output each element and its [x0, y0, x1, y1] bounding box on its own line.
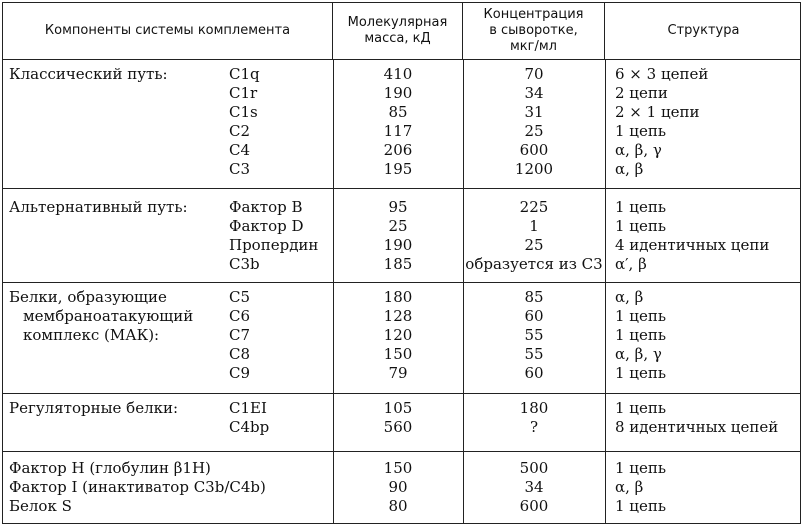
- molecular-mass: 560: [383, 418, 413, 436]
- header-components-text: Компоненты системы комплемента: [44, 23, 291, 38]
- component-name: C1q: [229, 65, 260, 83]
- structure: 2 цепи: [615, 84, 668, 102]
- structure: 1 цепь: [615, 307, 666, 325]
- serum-concentration: 31: [524, 103, 544, 121]
- structure: α, β: [615, 288, 644, 306]
- header-concentration: [463, 3, 605, 59]
- component-name: Белок S: [9, 497, 72, 515]
- structure: α, β: [615, 478, 644, 496]
- serum-concentration: 180: [519, 399, 549, 417]
- component-name: Пропердин: [229, 236, 319, 254]
- molecular-mass: 180: [383, 288, 413, 306]
- serum-concentration: 34: [524, 478, 544, 496]
- molecular-mass: 190: [383, 236, 413, 254]
- serum-concentration: 600: [519, 141, 549, 159]
- serum-concentration: 85: [524, 288, 544, 306]
- serum-concentration: 1: [529, 217, 539, 235]
- molecular-mass: 150: [383, 345, 413, 363]
- header-mass-line: масса, кД: [364, 31, 431, 46]
- header-conc-line: в сыворотке,: [489, 23, 578, 38]
- molecular-mass: 150: [383, 459, 413, 477]
- group-label: комплекс (МАК):: [23, 326, 160, 344]
- structure: 4 идентичных цепи: [615, 236, 770, 254]
- structure: α, β, γ: [615, 345, 662, 363]
- column-divider: [605, 59, 606, 523]
- component-name: C1r: [229, 84, 258, 102]
- component-name: Фактор D: [229, 217, 304, 235]
- component-name: C2: [229, 122, 251, 140]
- molecular-mass: 80: [388, 497, 408, 515]
- header-divider: [3, 59, 800, 60]
- complement-table: [2, 2, 801, 524]
- group-label: Альтернативный путь:: [9, 198, 188, 216]
- serum-concentration: 25: [524, 236, 544, 254]
- header-mass: [333, 3, 463, 59]
- molecular-mass: 190: [383, 84, 413, 102]
- header-mass-line: Молекулярная: [347, 15, 448, 30]
- molecular-mass: 120: [383, 326, 413, 344]
- molecular-mass: 128: [383, 307, 413, 325]
- molecular-mass: 410: [383, 65, 413, 83]
- serum-concentration: 225: [519, 198, 549, 216]
- serum-concentration: ?: [529, 418, 539, 436]
- header-components: [3, 3, 333, 59]
- structure: 6 × 3 цепей: [615, 65, 709, 83]
- structure: 1 цепь: [615, 399, 666, 417]
- group-label: Белки, образующие: [9, 288, 167, 306]
- component-name: C1EI: [229, 399, 267, 417]
- structure: α, β, γ: [615, 141, 662, 159]
- molecular-mass: 25: [388, 217, 408, 235]
- molecular-mass: 185: [383, 255, 413, 273]
- molecular-mass: 206: [383, 141, 413, 159]
- serum-concentration: 25: [524, 122, 544, 140]
- serum-concentration: 55: [524, 326, 544, 344]
- group-divider: [3, 393, 800, 394]
- molecular-mass: 79: [388, 364, 408, 382]
- serum-concentration: 70: [524, 65, 544, 83]
- group-label: мембраноатакующий: [23, 307, 194, 325]
- component-name: Фактор H (глобулин β1H): [9, 459, 211, 477]
- component-name: C9: [229, 364, 251, 382]
- structure: 8 идентичных цепей: [615, 418, 779, 436]
- group-label: Классический путь:: [9, 65, 168, 83]
- component-name: C5: [229, 288, 251, 306]
- component-name: C8: [229, 345, 251, 363]
- serum-concentration: 34: [524, 84, 544, 102]
- structure: 1 цепь: [615, 326, 666, 344]
- structure: 1 цепь: [615, 459, 666, 477]
- structure: 1 цепь: [615, 198, 666, 216]
- molecular-mass: 90: [388, 478, 408, 496]
- header-conc-line: Концентрация: [483, 7, 584, 22]
- header-conc-line: мкг/мл: [510, 39, 557, 54]
- group-divider: [3, 188, 800, 189]
- structure: 1 цепь: [615, 122, 666, 140]
- serum-concentration: образуется из C3: [465, 255, 603, 273]
- serum-concentration: 60: [524, 307, 544, 325]
- structure: α′, β: [615, 255, 647, 273]
- serum-concentration: 55: [524, 345, 544, 363]
- group-label: Регуляторные белки:: [9, 399, 179, 417]
- component-name: C4: [229, 141, 251, 159]
- component-name: C6: [229, 307, 251, 325]
- molecular-mass: 85: [388, 103, 408, 121]
- molecular-mass: 195: [383, 160, 413, 178]
- structure: 1 цепь: [615, 497, 666, 515]
- component-name: Фактор I (инактиватор C3b/C4b): [9, 478, 266, 496]
- structure: α, β: [615, 160, 644, 178]
- serum-concentration: 1200: [514, 160, 554, 178]
- header-structure: [605, 3, 802, 59]
- molecular-mass: 95: [388, 198, 408, 216]
- structure: 2 × 1 цепи: [615, 103, 700, 121]
- header-structure-text: Структура: [667, 23, 740, 38]
- structure: 1 цепь: [615, 217, 666, 235]
- component-name: C4bp: [229, 418, 270, 436]
- serum-concentration: 500: [519, 459, 549, 477]
- molecular-mass: 105: [383, 399, 413, 417]
- structure: 1 цепь: [615, 364, 666, 382]
- component-name: C3b: [229, 255, 260, 273]
- component-name: C1s: [229, 103, 258, 121]
- group-divider: [3, 282, 800, 283]
- component-name: C7: [229, 326, 251, 344]
- component-name: C3: [229, 160, 251, 178]
- component-name: Фактор B: [229, 198, 303, 216]
- serum-concentration: 600: [519, 497, 549, 515]
- molecular-mass: 117: [383, 122, 413, 140]
- serum-concentration: 60: [524, 364, 544, 382]
- group-divider: [3, 451, 800, 452]
